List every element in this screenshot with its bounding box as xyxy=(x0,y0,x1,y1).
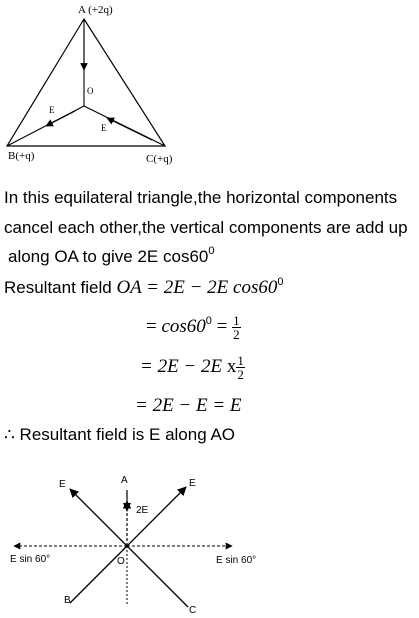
text-line-1: In this equilateral triangle,the horizontal components xyxy=(4,188,398,207)
conclusion-text: Resultant field is E along AO xyxy=(14,425,236,444)
line-oc xyxy=(127,546,188,607)
label-e-left: E xyxy=(49,105,55,115)
resultant-sup: 0 xyxy=(277,276,284,288)
line-ob xyxy=(70,546,127,603)
label-b: B(+q) xyxy=(8,150,35,162)
text-line-3-sup: 0 xyxy=(208,245,215,257)
vector-e-left xyxy=(70,489,127,546)
eq7-main: = 2E − E = E xyxy=(135,395,242,416)
label-2e: 2E xyxy=(136,505,149,516)
vector-diagram xyxy=(0,462,280,618)
label-b: B xyxy=(64,595,71,606)
equation-line-5 xyxy=(146,310,241,344)
therefore-symbol: ∴ xyxy=(4,425,15,444)
text-line-8 xyxy=(4,424,235,446)
eq5-denominator: 2 xyxy=(233,327,240,343)
equation-line-7 xyxy=(135,395,242,417)
resultant-equation: OA = 2E − 2E cos60 xyxy=(116,277,278,298)
eq6-denominator: 2 xyxy=(237,367,244,383)
label-e-right: E xyxy=(101,123,107,133)
label-o: O xyxy=(87,86,94,96)
resultant-prefix: Resultant field xyxy=(4,278,117,297)
eq5-equals-2: = xyxy=(211,316,233,337)
text-line-3-main: along OA to give 2E cos60 xyxy=(8,247,209,266)
label-a: A xyxy=(121,475,128,486)
eq6-fraction xyxy=(236,354,245,381)
eq5-fraction xyxy=(232,314,241,341)
eq5-sup: 0 xyxy=(205,315,212,327)
label-c: C xyxy=(189,605,197,616)
arrow-2e-down xyxy=(123,503,131,512)
triangle-diagram xyxy=(0,0,200,168)
vector-e-right xyxy=(127,487,186,546)
text-line-2: cancel each other,the vertical components are add up xyxy=(4,218,408,237)
label-e-left: E xyxy=(59,479,66,490)
eq5-equals: = xyxy=(146,316,162,337)
eq6-numerator: 1 xyxy=(237,353,244,369)
equation-line-6 xyxy=(140,350,245,384)
label-o: O xyxy=(117,556,125,567)
triangle-outline xyxy=(7,19,165,146)
eq6-times: x xyxy=(222,356,237,377)
label-a: A (+2q) xyxy=(78,4,113,16)
label-esin-left: E sin 60° xyxy=(10,554,51,565)
eq6-main: = 2E − 2E xyxy=(140,356,223,377)
label-c: C(+q) xyxy=(146,153,173,165)
label-esin-right: E sin 60° xyxy=(216,555,257,566)
text-line-3 xyxy=(8,246,214,268)
field-arrow-oc xyxy=(107,118,152,140)
label-e-right: E xyxy=(189,478,196,489)
text-line-4 xyxy=(4,277,284,299)
eq5-numerator: 1 xyxy=(233,313,240,329)
eq5-cos: cos60 xyxy=(161,316,206,337)
